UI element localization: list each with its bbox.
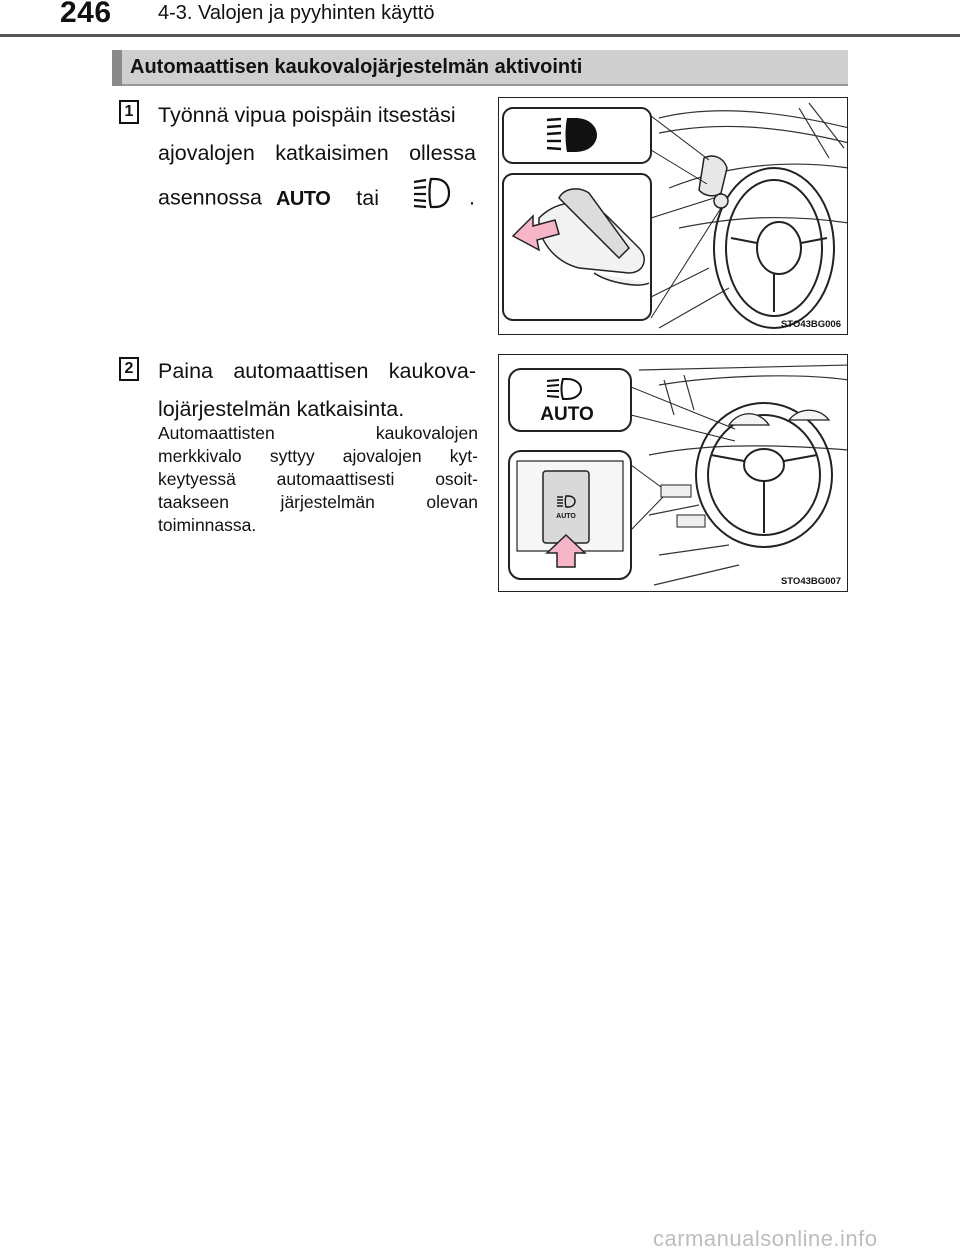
- note-line-2: [158, 445, 478, 468]
- indicator-auto-label: AUTO: [540, 404, 594, 425]
- headlight-icon: [411, 176, 451, 222]
- step-2-badge: 2: [119, 357, 139, 381]
- lever-illustration: [499, 98, 848, 335]
- note-line-4-text: taakseen järjestelmän olevan: [158, 492, 478, 512]
- header-rule: [0, 34, 960, 37]
- step-1-badge: 1: [119, 100, 139, 124]
- page-header: [0, 0, 960, 40]
- step-1-line-3: [158, 176, 476, 222]
- page-number: 246: [60, 0, 112, 29]
- step-1-line-1: [158, 96, 476, 134]
- step-2-line-1: [158, 352, 476, 390]
- figure-switch: [498, 354, 848, 592]
- auto-position-label: AUTO: [275, 187, 331, 210]
- step-1-line-2: [158, 134, 476, 172]
- button-auto-label: AUTO: [556, 513, 576, 520]
- step-1-line-3-mid: tai: [356, 185, 379, 210]
- switch-illustration: [499, 355, 848, 592]
- step-1-line-3-prefix: asennossa: [158, 185, 262, 210]
- section-title-bar: [112, 50, 848, 86]
- figure-lever: [498, 97, 848, 335]
- figure-1-code: STO43BG006: [780, 319, 841, 330]
- step-1-text: [158, 96, 476, 222]
- note-line-5: [158, 514, 478, 537]
- note-line-2-text: merkkivalo syttyy ajovalojen kyt-: [158, 446, 478, 466]
- step-2-line-2-text: lojärjestelmän katkaisinta.: [158, 397, 405, 421]
- note-line-4: [158, 491, 478, 514]
- watermark: carmanualsonline.info: [653, 1226, 878, 1251]
- step-2-line-1-text: Paina automaattisen kaukova-: [158, 359, 476, 383]
- step-1-line-3-suffix: .: [468, 185, 475, 210]
- chapter-title: 4-3. Valojen ja pyyhinten käyttö: [158, 2, 435, 24]
- step-2-text: [158, 352, 476, 428]
- note-line-1-text: Automaattisten kaukovalojen: [158, 423, 478, 443]
- step-2-note: [158, 422, 478, 537]
- note-line-5-text: toiminnassa.: [158, 515, 257, 535]
- section-accent: [112, 50, 122, 86]
- note-line-3-text: keytyessä automaattisesti osoit-: [158, 469, 478, 489]
- figure-2-code: STO43BG007: [780, 576, 841, 587]
- step-1-line-1-text: Työnnä vipua poispäin itsestäsi: [158, 103, 456, 127]
- section-title: Automaattisen kaukovalojärjestelmän aktivointi: [130, 56, 583, 78]
- note-line-3: [158, 468, 478, 491]
- note-line-1: [158, 422, 478, 445]
- step-1-line-2-text: ajovalojen katkaisimen ollessa: [158, 141, 476, 165]
